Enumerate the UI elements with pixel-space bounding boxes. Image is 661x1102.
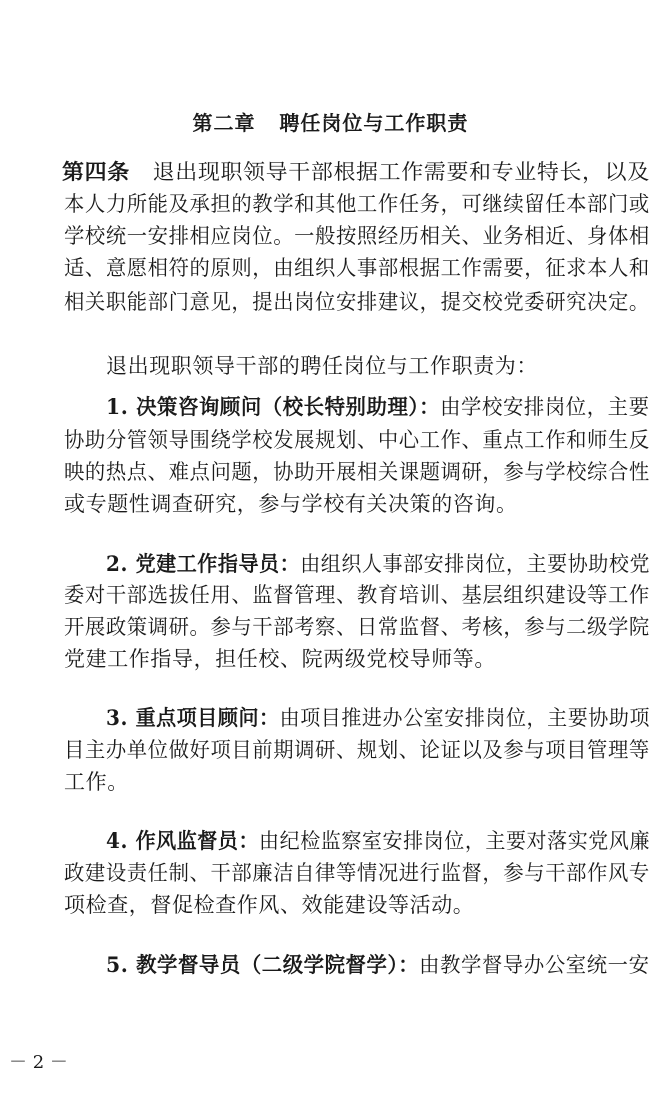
bold-label: 5. 教学督导员（二级学院督学）： [106,952,420,977]
text-line [64,426,650,454]
text-run: 项检查，督促检查作风、效能建设等活动。 [64,893,475,917]
text-run: 政建设责任制、干部廉洁自律等情况进行监督，参与干部作风专 [64,861,650,885]
text-run: 本人力所能及承担的教学和其他工作任务，可继续留任本部门或 [64,192,650,216]
text-line [106,352,538,380]
text-line [64,768,129,796]
text-line [64,222,650,250]
text-line [64,736,650,764]
text-line [106,951,650,979]
text-run: 退出现职领导干部根据工作需要和专业特长，以及 [129,160,650,184]
text-run: 委对干部选拔任用、监督管理、教育培训、基层组织建设等工作 [64,583,650,607]
text-run: 开展政策调研。参与干部考察、日常监督、考核，参与二级学院 [64,615,650,639]
text-run: 由纪检监察室安排岗位，主要对落实党风廉 [259,829,651,853]
text-line [64,254,650,282]
bold-label: 4. 作风监督员： [106,828,260,853]
text-line [64,891,474,919]
text-line [62,158,650,186]
text-run: 适、意愿相符的原则，由组织人事部根据工作需要，征求本人和 [64,256,650,280]
text-line [106,704,650,732]
page-number: － 2 － [9,1052,68,1073]
text-run: 相关职能部门意见，提出岗位安排建议，提交校党委研究决定。 [64,290,650,314]
chapter-title: 第二章 聘任岗位与工作职责 [192,111,469,135]
text-run: 由教学督导办公室统一安 [419,953,650,977]
text-run: 由项目推进办公室安排岗位，主要协助项 [279,706,651,730]
text-run: 学校统一安排相应岗位。一般按照经历相关、业务相近、身体相 [64,224,650,248]
text-run: 党建工作指导，担任校、院两级党校导师等。 [64,647,496,671]
bold-label: 第四条 [62,159,130,184]
bold-label: 3. 重点项目顾问： [106,705,280,730]
text-run: 目主办单位做好项目前期调研、规划、论证以及参与项目管理等 [64,738,650,762]
text-line [64,645,496,673]
text-line [64,613,650,641]
text-run: 工作。 [64,770,129,794]
text-run: 映的热点、难点问题，协助开展相关课题调研，参与学校综合性 [64,460,650,484]
bold-label: 2. 党建工作指导员： [106,551,301,576]
text-line [64,190,650,218]
text-run: 退出现职领导干部的聘任岗位与工作职责为： [106,354,538,378]
text-line [64,288,650,316]
text-run: 或专题性调查研究，参与学校有关决策的咨询。 [64,492,518,516]
text-line [106,550,650,578]
text-run: 由组织人事部安排岗位，主要协助校党 [300,552,651,576]
text-line [106,827,650,855]
text-line [64,581,650,609]
text-run: 协助分管领导围绕学校发展规划、中心工作、重点工作和师生反 [64,428,650,452]
text-line [106,393,650,421]
text-run: 由学校安排岗位，主要 [440,395,650,419]
text-line [64,859,650,887]
bold-label: 1. 决策咨询顾问（校长特别助理）： [106,394,441,419]
text-line [64,490,518,518]
text-line [64,458,650,486]
